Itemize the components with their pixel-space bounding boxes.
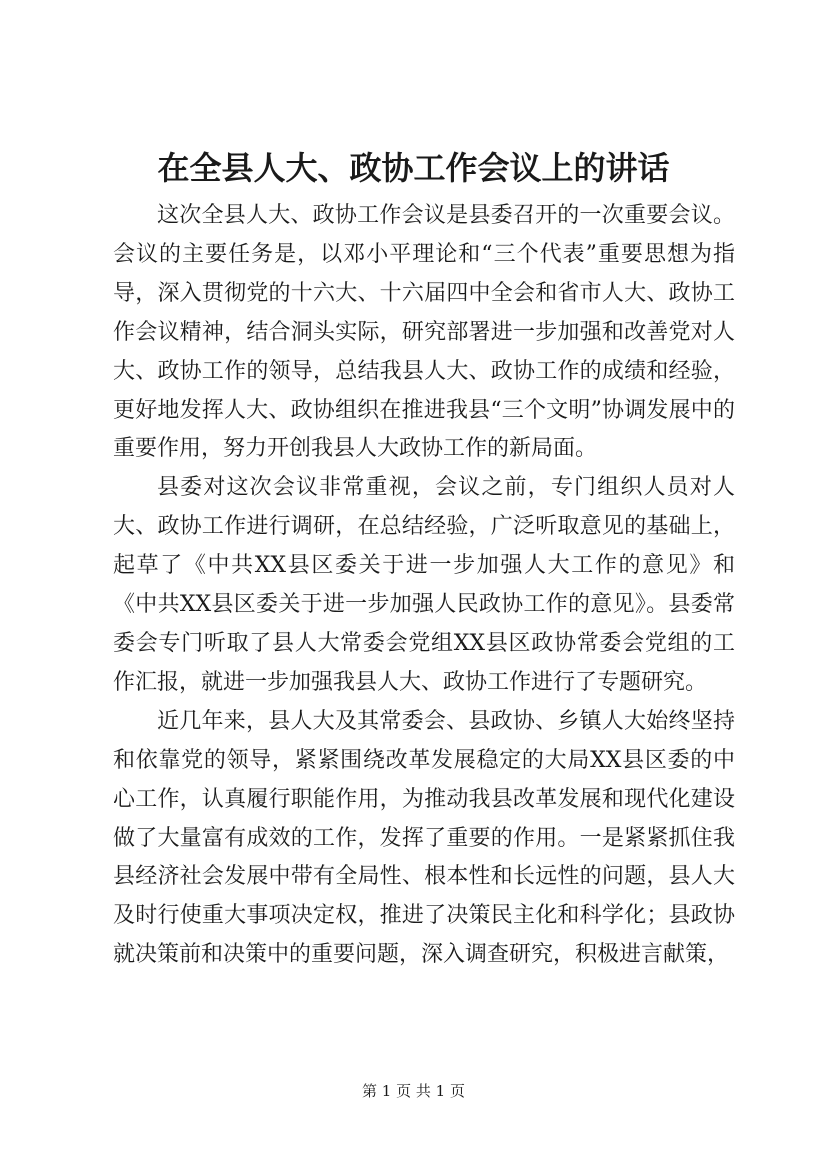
page-number-footer: 第 1 页 共 1 页 <box>362 1082 465 1100</box>
document-body <box>113 197 735 975</box>
paragraph: 县委对这次会议非常重视，会议之前，专门组织人员对人大、政协工作进行调研，在总结经验，广泛听取意见的基础上，起草了《中共XX县区委关于进一步加强人大工作的意见》和《中共XX县区委关于进一步加强人民政协工作的意见》。县委常委会专门听取了县人大常委会党组XX县区政协常委会党组的工作汇报，就进一步加强我县人大、政协工作进行了专题研究。 <box>113 475 735 695</box>
paragraph: 近几年来，县人大及其常委会、县政协、乡镇人大始终坚持和依靠党的领导，紧紧围绕改革发展稳定的大局XX县区委的中心工作，认真履行职能作用，为推动我县改革发展和现代化建设做了大量富有成效的工作，发挥了重要的作用。一是紧紧抓住我县经济社会发展中带有全局性、根本性和长远性的问题，县人大及时行使重大事项决定权，推进了决策民主化和科学化；县政协就决策前和决策中的重要问题，深入调查研究，积极进言献策， <box>113 708 735 968</box>
paragraph: 这次全县人大、政协工作会议是县委召开的一次重要会议。会议的主要任务是，以邓小平理论和“三个代表”重要思想为指导，深入贯彻党的十六大、十六届四中全会和省市人大、政协工作会议精神，结合洞头实际，研究部署进一步加强和改善党对人大、政协工作的领导，总结我县人大、政协工作的成绩和经验，更好地发挥人大、政协组织在推进我县“三个文明”协调发展中的重要作用，努力开创我县人大政协工作的新局面。 <box>113 203 735 462</box>
page-title: 在全县人大、政协工作会议上的讲话 <box>157 149 670 187</box>
